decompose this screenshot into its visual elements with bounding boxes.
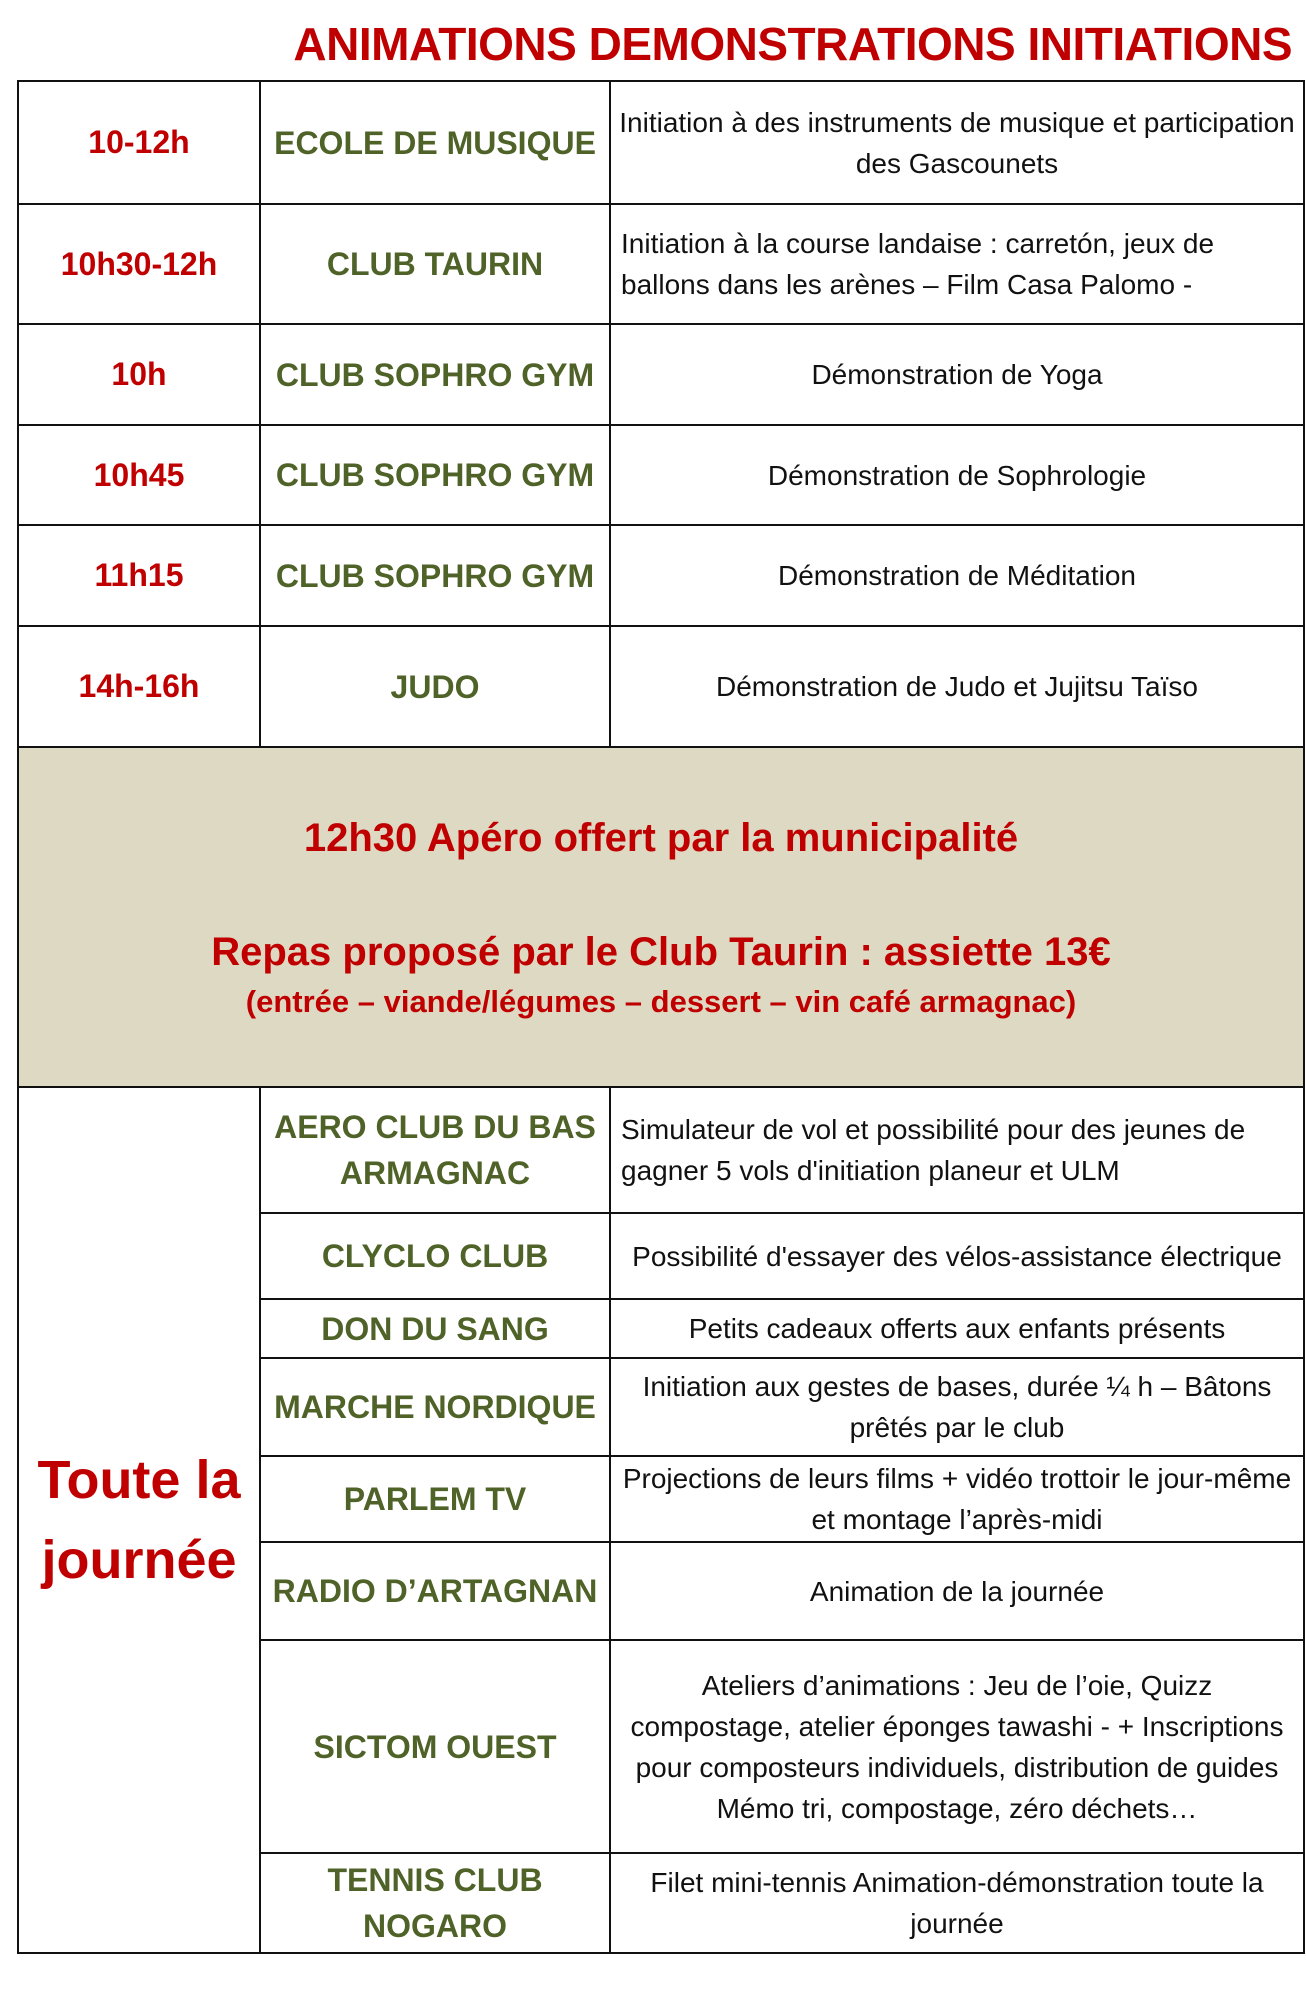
- organizer-cell: DON DU SANG: [260, 1299, 610, 1358]
- time-cell: 10h45: [18, 425, 260, 525]
- organizer-cell: AERO CLUB DU BAS ARMAGNAC: [260, 1087, 610, 1213]
- description-cell: Démonstration de Yoga: [610, 324, 1304, 425]
- description-cell: Initiation aux gestes de bases, durée ¼ h – Bâtons prêtés par le club: [610, 1358, 1304, 1456]
- description-cell: Démonstration de Judo et Jujitsu Taïso: [610, 626, 1304, 747]
- description-cell: Initiation à la course landaise : carretón, jeux de ballons dans les arènes – Film Casa Palomo -: [610, 204, 1304, 324]
- organizer-cell: JUDO: [260, 626, 610, 747]
- time-cell: 10h: [18, 324, 260, 425]
- schedule-row: [18, 81, 1304, 204]
- time-cell: 10h30-12h: [18, 204, 260, 324]
- schedule-row: [18, 204, 1304, 324]
- apero-announcement: 12h30 Apéro offert par la municipalité: [303, 816, 1019, 860]
- meal-menu: (entrée – viande/légumes – dessert – vin café armagnac): [245, 984, 1077, 1019]
- organizer-cell: PARLEM TV: [260, 1456, 610, 1542]
- description-cell: Possibilité d'essayer des vélos-assistance électrique: [610, 1213, 1304, 1299]
- description-cell: Ateliers d’animations : Jeu de l’oie, Quizz compostage, atelier éponges tawashi - + Inscriptions pour composteurs individuels, distribution de guides Mémo tri, compostage, zéro déchets…: [610, 1640, 1304, 1853]
- description-cell: Projections de leurs films + vidéo trottoir le jour-même et montage l’après-midi: [610, 1456, 1304, 1542]
- organizer-cell: ECOLE DE MUSIQUE: [260, 81, 610, 204]
- all-day-row: [18, 1087, 1304, 1213]
- meal-announcement-row: [18, 747, 1304, 1087]
- organizer-cell: MARCHE NORDIQUE: [260, 1358, 610, 1456]
- organizer-cell: CLUB TAURIN: [260, 204, 610, 324]
- all-day-label: Toute la journée: [18, 1087, 260, 1953]
- organizer-cell: SICTOM OUEST: [260, 1640, 610, 1853]
- description-cell: Démonstration de Sophrologie: [610, 425, 1304, 525]
- description-cell: Initiation à des instruments de musique et participation des Gascounets: [610, 81, 1304, 204]
- description-cell: Simulateur de vol et possibilité pour des jeunes de gagner 5 vols d'initiation planeur et ULM: [610, 1087, 1304, 1213]
- description-cell: Petits cadeaux offerts aux enfants présents: [610, 1299, 1304, 1358]
- meal-announcement: [18, 747, 1304, 1087]
- time-cell: 14h-16h: [18, 626, 260, 747]
- time-cell: 11h15: [18, 525, 260, 626]
- organizer-cell: CLUB SOPHRO GYM: [260, 525, 610, 626]
- description-cell: Animation de la journée: [610, 1542, 1304, 1640]
- meal-offer: Repas proposé par le Club Taurin : assiette 13€: [211, 930, 1111, 974]
- schedule-table: [17, 80, 1305, 1954]
- organizer-cell: CLUB SOPHRO GYM: [260, 425, 610, 525]
- description-cell: Démonstration de Méditation: [610, 525, 1304, 626]
- time-cell: 10-12h: [18, 81, 260, 204]
- description-cell: Filet mini-tennis Animation-démonstration toute la journée: [610, 1853, 1304, 1953]
- organizer-cell: CLUB SOPHRO GYM: [260, 324, 610, 425]
- schedule-row: [18, 525, 1304, 626]
- organizer-cell: CLYCLO CLUB: [260, 1213, 610, 1299]
- schedule-row: [18, 425, 1304, 525]
- organizer-cell: TENNIS CLUB NOGARO: [260, 1853, 610, 1953]
- organizer-cell: RADIO D’ARTAGNAN: [260, 1542, 610, 1640]
- schedule-row: [18, 626, 1304, 747]
- schedule-row: [18, 324, 1304, 425]
- page-title: ANIMATIONS DEMONSTRATIONS INITIATIONS: [293, 18, 1292, 70]
